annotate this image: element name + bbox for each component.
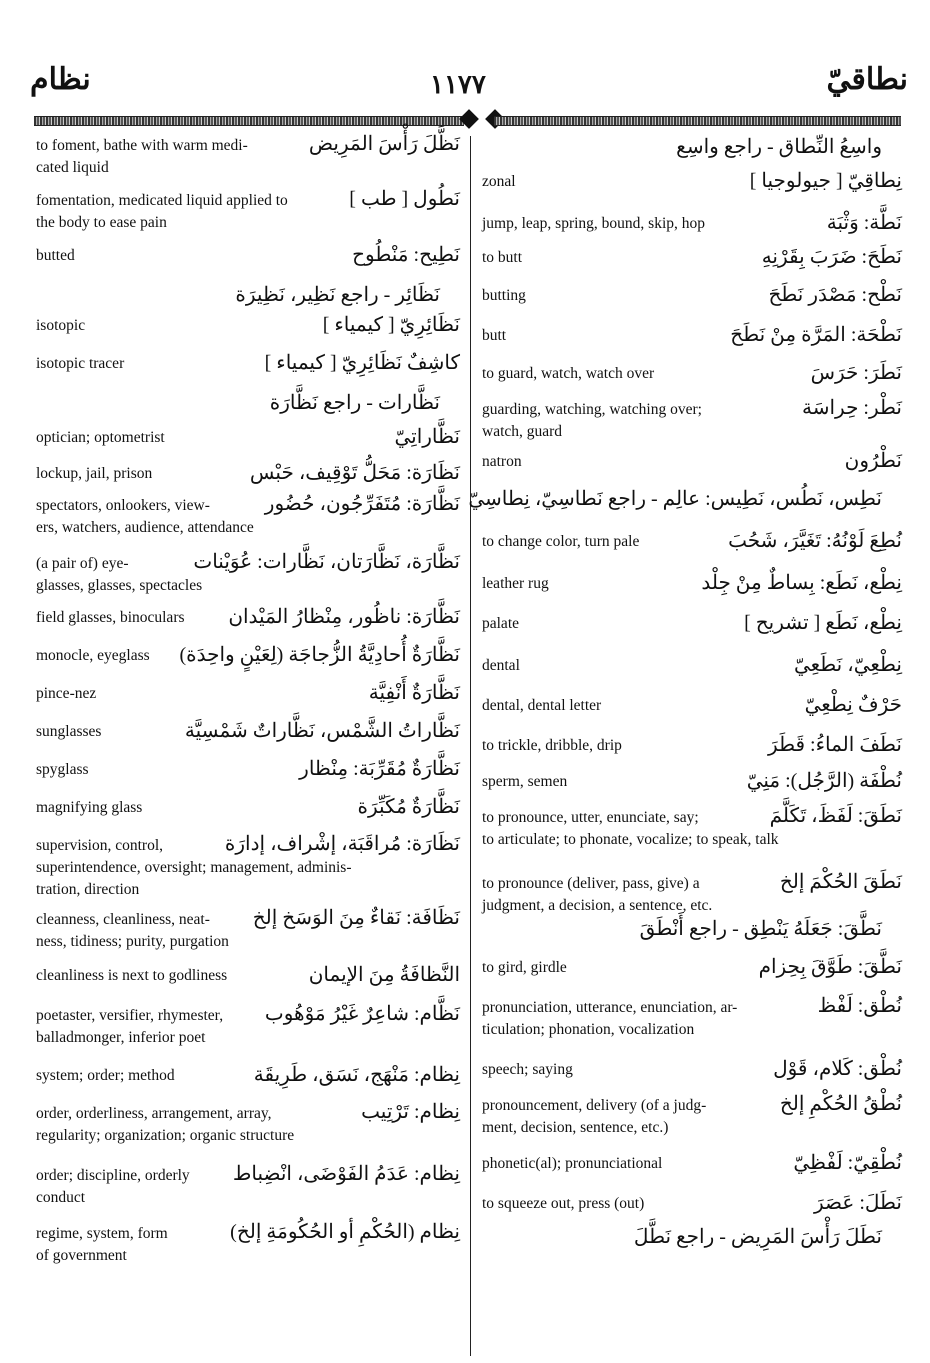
guide-word-left: نظام — [30, 63, 91, 96]
entry-arabic: نِطْعِيّ، نَطَعِيّ — [793, 654, 902, 676]
entry-english: pronunciation, utterance, enunciation, ar- ticulation; phonation, vocalization — [482, 999, 738, 1038]
entry-arabic: نَظَّارَة، نَظَّارَتان، نَظَّارات: عُوَيْنات — [193, 551, 460, 573]
entry-english: jump, leap, spring, bound, skip, hop — [482, 215, 706, 232]
entry-arabic: نَظَّاراتُ الشَّمْس، نَظَّاراتٌ شَمْسِيَّة — [184, 720, 460, 742]
entry-english: supervision, control, superintendence, oversight; management, adminis- tration, direction — [36, 837, 352, 898]
entry-arabic: نُطْقُ الحُكْمِ إلخ — [779, 1093, 902, 1115]
entry-english: to pronounce (deliver, pass, give) a judgment, a decision, a sentence, etc. — [482, 875, 713, 914]
entry-arabic: نُطِعَ لَوْنُهُ: تَغَيَّرَ، شَحُبَ — [728, 530, 902, 552]
entry-arabic: نَظَائِرِيّ [ كيمياء ] — [322, 314, 460, 336]
entry-english: isotopic tracer — [36, 355, 125, 372]
entry-english: cleanliness is next to godliness — [36, 967, 228, 984]
entry-english: speech; saying — [482, 1061, 573, 1078]
entry-english: guarding, watching, watching over; watch, guard — [482, 401, 702, 440]
entry-arabic: نِطْع، نَطَع: بِساطٌ مِنْ جِلْد — [701, 572, 902, 594]
entry-arabic: نَطَّقَ: طَوَّقَ بِحِزام — [758, 956, 902, 978]
entry-arabic: نَظَّارَةٌ أَنْفِيَّة — [368, 682, 460, 704]
entry-arabic: نِظام: عَدَمُ الفَوْضَى، انْضِباط — [232, 1163, 460, 1185]
entry-arabic: نِظام: مَنْهَج، نَسَق، طَرِيقَة — [253, 1064, 460, 1086]
entry-english: dental — [482, 657, 520, 674]
entry-english: phonetic(al); pronunciational — [482, 1155, 663, 1172]
entry-arabic: نَطَحَ: ضَرَبَ بِقَرْنِهِ — [761, 246, 902, 268]
entry-english: isotopic — [36, 317, 86, 334]
entry-arabic: نَطَّة: وَثْبَة — [826, 212, 902, 234]
entry-english: spectators, onlookers, view- ers, watchers, audience, attendance — [36, 497, 254, 536]
entry-arabic: نَطَلَ رَأْسَ المَرِيض - راجع نَطَّلَ — [633, 1226, 882, 1248]
entry-english: sperm, semen — [482, 773, 568, 790]
entry-arabic: نَظَّارَة: ناظُور، مِنْظارُ المَيْدان — [228, 606, 460, 628]
entry-arabic: نَطَفَ الماءُ: قَطَرَ — [768, 734, 902, 756]
entry-arabic: نُطْق: لَفْظ — [817, 995, 902, 1017]
entry-arabic: نَطْرُون — [844, 450, 902, 472]
entry-english: to pronounce, utter, enunciate, say; to articulate; to phonate, vocalize; to speak, talk — [482, 809, 779, 848]
entry-english: to gird, girdle — [482, 959, 567, 976]
entry-english: to butt — [482, 249, 523, 266]
entry-english: natron — [482, 453, 522, 470]
entry-english: pronouncement, delivery (of a judg- ment, decision, sentence, etc.) — [482, 1097, 707, 1136]
entry-english: to guard, watch, watch over — [482, 365, 655, 382]
entry-english: to squeeze out, press (out) — [482, 1195, 645, 1212]
entry-arabic: نَطْحَة: المَرَّة مِنْ نَطَحَ — [730, 324, 902, 346]
page-number: ١١٧٧ — [430, 70, 486, 99]
entry-english: zonal — [482, 173, 516, 190]
entry-english: fomentation, medicated liquid applied to the body to ease pain — [36, 192, 288, 231]
entry-english: butting — [482, 287, 526, 304]
guide-word-right: نطاقيّ — [826, 63, 908, 96]
entry-arabic: نِطْع، نَطَع [ تشريح ] — [744, 612, 902, 634]
entry-arabic: نَطَقَ الحُكْمَ إلخ — [779, 871, 902, 893]
entry-arabic: نَطَقَ: لَفَظَ، تَكَلَّمَ — [769, 805, 902, 827]
entry-english: (a pair of) eye- glasses, glasses, spectacles — [36, 555, 203, 594]
header-rule-right — [494, 116, 901, 126]
entry-english: poetaster, versifier, rhymester, balladmonger, inferior poet — [36, 1007, 224, 1046]
entry-arabic: نَظَارَة: مُراقَبَة، إشْراف، إدارَة — [224, 833, 460, 855]
entry-arabic: نَظَّارَةٌ أُحادِيَّةُ الزُّجاجَة (لِعَيْنٍ واحِدَة) — [179, 644, 460, 666]
entry-english: cleanness, cleanliness, neat- ness, tidiness; purity, purgation — [36, 911, 229, 950]
entry-english: sunglasses — [36, 723, 102, 740]
entry-arabic: نَطَلَ: عَصَرَ — [814, 1192, 902, 1214]
entry-english: to trickle, dribble, drip — [482, 737, 622, 754]
entry-english: dental, dental letter — [482, 697, 602, 714]
entry-arabic: نَطْح: مَصْدَر نَطَحَ — [768, 284, 902, 306]
entry-english: magnifying glass — [36, 799, 143, 816]
entry-english: pince-nez — [36, 685, 97, 702]
entry-english: optician; optometrist — [36, 429, 165, 446]
entry-arabic: نَظَّارَةٌ مُقَرِّبَة: مِنْظار — [299, 758, 460, 780]
entry-english: to change color, turn pale — [482, 533, 640, 550]
entry-arabic: نَظَائِر - راجع نَظِير، نَظِيرَة — [235, 284, 440, 306]
entry-english: leather rug — [482, 575, 549, 592]
entry-english: palate — [482, 615, 520, 632]
entry-arabic: نَطَّقَ: جَعَلَهُ يَنْطِق - راجع أَنْطَقَ — [639, 918, 882, 940]
entry-arabic: نِظام: تَرْتِيب — [361, 1101, 460, 1123]
entry-english: order, orderliness, arrangement, array, regularity; organization; organic structure — [36, 1105, 295, 1144]
entry-arabic: نَطُول [ طب ] — [349, 188, 460, 210]
entry-arabic: نَظَّارَة: مُتَفَرِّجُون، حُضُور — [264, 493, 460, 515]
entry-english: spyglass — [36, 761, 89, 778]
entry-english: to foment, bathe with warm medi- cated liquid — [36, 137, 248, 176]
entry-arabic: النَّظافَةُ مِنَ الإيمان — [308, 964, 460, 986]
entry-arabic: نُطْق: كَلام، قَوْل — [773, 1058, 902, 1080]
entry-arabic: نُطْقِيّ: لَفْظِيّ — [793, 1152, 902, 1174]
entry-english: regime, system, form of government — [36, 1225, 168, 1264]
entry-arabic: نَظَّارَةٌ مُكَبِّرَة — [357, 796, 460, 818]
header-rule-left — [34, 116, 464, 126]
entry-arabic: نَطْر: حِراسَة — [802, 397, 902, 419]
entry-arabic: نَظَافَة: نَقاءٌ مِنَ الوَسَخ إلخ — [252, 907, 460, 929]
entry-english: lockup, jail, prison — [36, 465, 153, 482]
entry-arabic: حَرْفٌ نِطْعِيّ — [804, 694, 902, 716]
entry-english: order; discipline, orderly conduct — [36, 1167, 190, 1206]
column-divider — [470, 136, 471, 1356]
entry-arabic: نَظَارَة: مَحَلُّ تَوْقِيف، حَبْس — [249, 462, 460, 484]
entry-arabic: نَظَّارات - راجع نَظَّارَة — [269, 392, 440, 414]
entry-arabic: نَطِيح: مَنْطُوح — [352, 244, 460, 266]
entry-arabic: نَظَّام: شاعِرٌ غَيْرُ مَوْهُوب — [264, 1003, 460, 1025]
entry-arabic: نِطاقِيّ [ جيولوجيا ] — [749, 170, 902, 192]
entry-english: butt — [482, 327, 507, 344]
entry-english: field glasses, binoculars — [36, 609, 185, 626]
entry-arabic: نَطِس، نَطُس، نَطِيس: عالِم - راجع نَطاسِيّ، نِطاسِيّ — [468, 488, 882, 510]
entry-english: monocle, eyeglass — [36, 647, 150, 664]
entry-arabic: نَطَرَ: حَرَسَ — [810, 362, 902, 384]
entry-arabic: نَظَّلَ رَأْسَ المَرِيض — [308, 133, 460, 155]
entry-english: butted — [36, 247, 75, 264]
entry-english: system; order; method — [36, 1067, 175, 1084]
entry-arabic: نَظَّاراتِيّ — [394, 426, 460, 448]
entry-arabic: كاشِفٌ نَظَائِرِيّ [ كيمياء ] — [264, 352, 460, 374]
entry-arabic: نُطْفَة (الرَّجُل): مَنِيّ — [746, 770, 902, 792]
entry-arabic: نِظام (الحُكْمِ أو الحُكُومَةِ إلخ) — [230, 1221, 460, 1243]
entry-arabic: واسِعُ النِّطاق - راجع واسِع — [676, 136, 882, 158]
